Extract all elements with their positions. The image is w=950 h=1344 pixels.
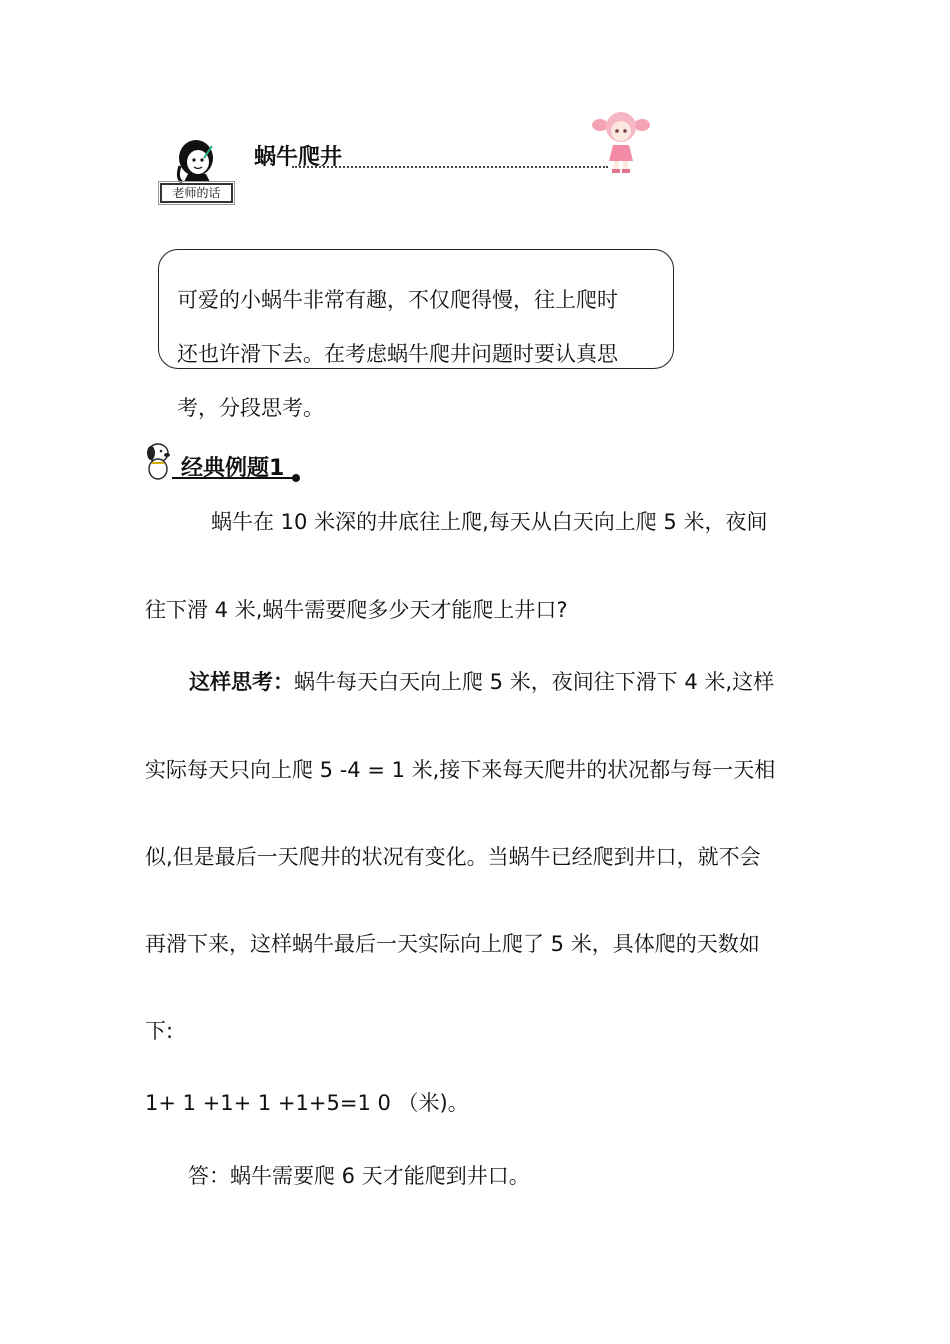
equation: 1+ 1 +1+ 1 +1+5=1 0 （米)。 bbox=[145, 1091, 469, 1115]
girl-cartoon-icon bbox=[590, 105, 652, 175]
lesson-title: 蜗牛爬井 bbox=[254, 145, 343, 170]
think-line: 蜗牛每天白天向上爬 5 米，夜间往下滑下 4 米,这样 bbox=[294, 670, 775, 694]
answer: 答：蜗牛需要爬 6 天才能爬到井口。 bbox=[188, 1164, 530, 1188]
snoopy-icon bbox=[143, 441, 173, 481]
teacher-label: 老师的话 bbox=[160, 183, 233, 203]
think-line: 下: bbox=[145, 1019, 174, 1043]
think-line: 似,但是最后一天爬井的状况有变化。当蜗牛已经爬到井口，就不会 bbox=[145, 845, 761, 869]
example-underline bbox=[172, 477, 296, 479]
think-line: 实际每天只向上爬 5 -4 = 1 米,接下来每天爬井的状况都与每一天相 bbox=[145, 758, 776, 782]
example-heading: 经典例题1 bbox=[181, 456, 285, 481]
teacher-note-line: 可爱的小蜗牛非常有趣，不仅爬得慢，往上爬时 bbox=[177, 288, 618, 312]
think-line: 再滑下来，这样蜗牛最后一天实际向上爬了 5 米，具体爬的天数如 bbox=[145, 932, 760, 956]
think-paragraph-start bbox=[189, 672, 774, 693]
think-label: 这样思考： bbox=[189, 670, 294, 694]
problem-line: 往下滑 4 米,蜗牛需要爬多少天才能爬上井口? bbox=[145, 598, 568, 622]
title-underline bbox=[292, 166, 608, 168]
example-underline-dot bbox=[292, 474, 300, 482]
teacher-note-line: 考，分段思考。 bbox=[177, 396, 324, 420]
teacher-note-line: 还也许滑下去。在考虑蜗牛爬井问题时要认真思 bbox=[177, 342, 618, 366]
problem-line: 蜗牛在 10 米深的井底往上爬,每天从白天向上爬 5 米，夜间 bbox=[211, 510, 768, 534]
